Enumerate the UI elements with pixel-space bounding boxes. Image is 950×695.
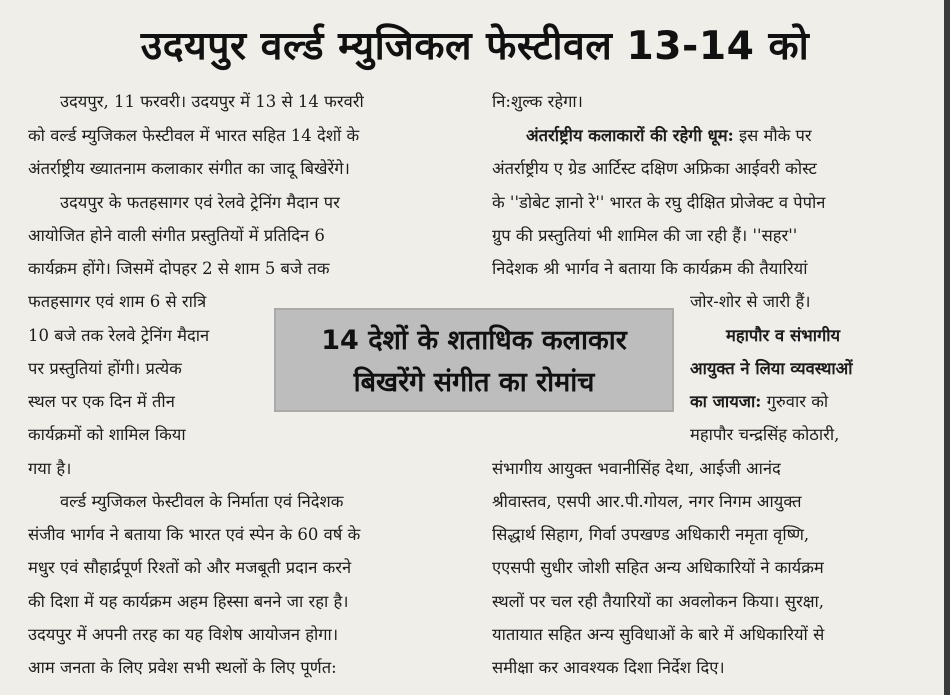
text-line: निदेशक श्री भार्गव ने बताया कि कार्यक्रम की तैयारियां xyxy=(492,259,808,278)
text-line: उदयपुर के फतहसागर एवं रेलवे ट्रेनिंग मैदान पर xyxy=(60,193,340,212)
text-line: स्थल पर एक दिन में तीन xyxy=(28,392,175,411)
text-line: संभागीय आयुक्त भवानीसिंह देथा, आईजी आनंद xyxy=(492,459,781,478)
text-line: की दिशा में यह कार्यक्रम अहम हिस्सा बनने जा रहा है। xyxy=(28,592,349,611)
text-line: गया है। xyxy=(28,459,72,478)
text-line: मधुर एवं सौहार्द्रपूर्ण रिश्तों को और मजबूती प्रदान करने xyxy=(28,558,352,577)
text-line: एएसपी सुधीर जोशी सहित अन्य अधिकारियों ने कार्यक्रम xyxy=(492,558,824,577)
text-line: संजीव भार्गव ने बताया कि भारत एवं स्पेन के 60 वर्ष के xyxy=(28,525,361,544)
text-line: फतहसागर एवं शाम 6 से रात्रि xyxy=(28,292,207,311)
text-span: गुरुवार को xyxy=(761,392,829,411)
text-line: कार्यक्रम होंगे। जिसमें दोपहर 2 से शाम 5 बजे तक xyxy=(28,259,330,278)
text-line: के ''डोबेट ज्ञानो रे'' भारत के रघु दीक्षित प्रोजेक्ट व पेपोन xyxy=(492,193,826,212)
page-edge xyxy=(944,0,950,695)
text-line: कार्यक्रमों को शामिल किया xyxy=(28,425,186,444)
text-line: उदयपुर, 11 फरवरी। उदयपुर में 13 से 14 फरवरी xyxy=(60,92,364,111)
text-line: को वर्ल्ड म्युजिकल फेस्टीवल में भारत सहित 14 देशों के xyxy=(28,126,360,145)
text-line: आम जनता के लिए प्रवेश सभी स्थलों के लिए पूर्णत: xyxy=(28,658,337,677)
text-line: श्रीवास्तव, एसपी आर.पी.गोयल, नगर निगम आयुक्त xyxy=(492,492,802,511)
text-line: नि:शुल्क रहेगा। xyxy=(492,92,583,111)
text-line: ग्रुप की प्रस्तुतियां भी शामिल की जा रही हैं। ''सहर'' xyxy=(492,226,798,245)
text-line: आयोजित होने वाली संगीत प्रस्तुतियों में प्रतिदिन 6 xyxy=(28,226,325,245)
subheading-line xyxy=(690,392,828,412)
text-span: इस मौके पर xyxy=(733,126,812,145)
text-line: पर प्रस्तुतियां होंगी। प्रत्येक xyxy=(28,359,182,378)
headline: उदयपुर वर्ल्ड म्युजिकल फेस्टीवल 13-14 को xyxy=(140,24,810,69)
pull-quote-box xyxy=(274,308,674,412)
subheading: अंतर्राष्ट्रीय कलाकारों की रहेगी धूम: xyxy=(526,126,734,145)
text-line: सिद्धार्थ सिहाग, गिर्वा उपखण्ड अधिकारी नमृता वृष्णि, xyxy=(492,525,810,544)
text-line: अंतर्राष्ट्रीय ख्यातनाम कलाकार संगीत का जादू बिखेरेंगे। xyxy=(28,159,350,178)
text-line: अंतर्राष्ट्रीय ए ग्रेड आर्टिस्ट दक्षिण अफ्रिका आईवरी कोस्ट xyxy=(492,159,817,178)
text-line: स्थलों पर चल रही तैयारियों का अवलोकन किया। सुरक्षा, xyxy=(492,592,825,611)
text-line: जोर-शोर से जारी हैं। xyxy=(690,292,811,311)
subheading: का जायजा: xyxy=(690,392,762,411)
text-line: यातायात सहित अन्य सुविधाओं के बारे में अधिकारियों से xyxy=(492,625,825,644)
text-line: महापौर चन्द्रसिंह कोठारी, xyxy=(690,425,840,444)
subheading: आयुक्त ने लिया व्यवस्थाओं xyxy=(690,359,853,378)
text-line: 10 बजे तक रेलवे ट्रेनिंग मैदान xyxy=(28,326,210,345)
pull-quote-line: बिखरेंगे संगीत का रोमांच xyxy=(353,367,595,398)
subheading-line xyxy=(526,126,812,146)
pull-quote-line: 14 देशों के शताधिक कलाकार xyxy=(321,325,627,356)
text-line: समीक्षा कर आवश्यक दिशा निर्देश दिए। xyxy=(492,658,725,677)
text-line: उदयपुर में अपनी तरह का यह विशेष आयोजन होगा। xyxy=(28,625,339,644)
subheading: महापौर व संभागीय xyxy=(726,326,841,345)
text-line: वर्ल्ड म्युजिकल फेस्टीवल के निर्माता एवं निदेशक xyxy=(60,492,344,511)
